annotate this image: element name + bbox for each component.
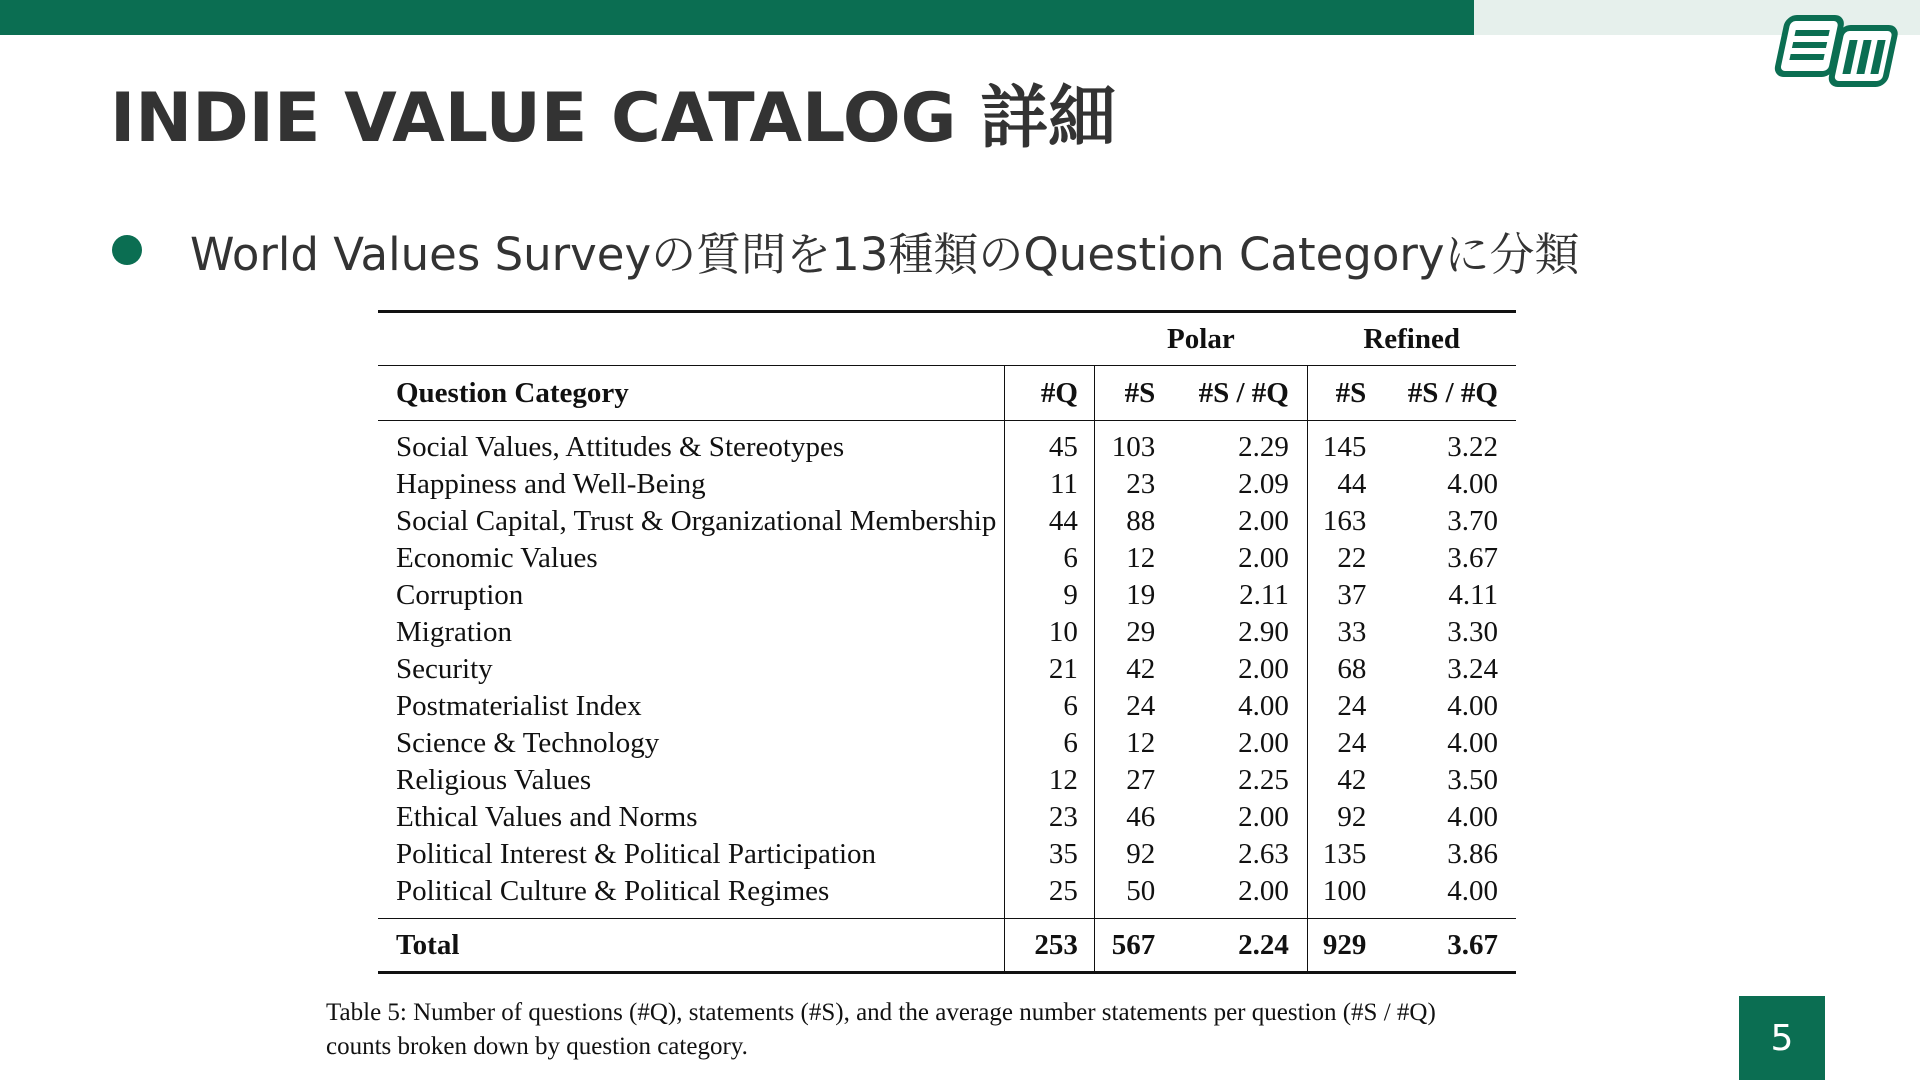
row-refined-statements: 68 xyxy=(1307,651,1384,688)
column-header-polar-statements: #S xyxy=(1094,366,1175,421)
slide-title: INDIE VALUE CATALOG 詳細 xyxy=(110,79,1117,158)
column-header-refined-ratio: #S / #Q xyxy=(1384,366,1516,421)
group-header-refined: Refined xyxy=(1363,322,1460,355)
row-questions: 10 xyxy=(1004,614,1094,651)
table-row xyxy=(378,836,1516,873)
table-caption xyxy=(326,996,1596,1064)
row-polar-ratio: 2.63 xyxy=(1238,838,1289,870)
table-row xyxy=(378,540,1516,577)
row-questions: 21 xyxy=(1004,651,1094,688)
row-questions: 35 xyxy=(1004,836,1094,873)
table-row xyxy=(378,577,1516,614)
row-polar-ratio: 2.29 xyxy=(1238,431,1289,463)
row-polar-statements: 27 xyxy=(1094,762,1175,799)
row-polar-ratio: 4.00 xyxy=(1238,690,1289,722)
row-refined-statements: 92 xyxy=(1307,799,1384,836)
row-polar-statements: 12 xyxy=(1094,540,1175,577)
row-refined-ratio: 4.00 xyxy=(1447,801,1498,833)
table-group-header-row xyxy=(378,312,1516,366)
total-label: Total xyxy=(378,919,1004,973)
bullet-icon xyxy=(112,235,142,265)
row-polar-ratio: 2.00 xyxy=(1238,505,1289,537)
row-refined-statements: 37 xyxy=(1307,577,1384,614)
row-refined-ratio: 4.11 xyxy=(1448,579,1498,611)
row-category: Migration xyxy=(396,616,512,648)
row-polar-statements: 103 xyxy=(1094,421,1175,467)
row-questions: 9 xyxy=(1004,577,1094,614)
category-table xyxy=(378,310,1516,974)
row-refined-statements: 163 xyxy=(1307,503,1384,540)
row-polar-statements: 23 xyxy=(1094,466,1175,503)
row-category: Religious Values xyxy=(396,764,592,796)
table-row xyxy=(378,651,1516,688)
row-refined-ratio: 3.70 xyxy=(1447,505,1498,537)
bullet-item xyxy=(112,220,1580,280)
row-polar-statements: 92 xyxy=(1094,836,1175,873)
row-polar-ratio: 2.11 xyxy=(1239,579,1289,611)
row-refined-statements: 33 xyxy=(1307,614,1384,651)
table-row xyxy=(378,725,1516,762)
row-questions: 6 xyxy=(1004,688,1094,725)
row-questions: 12 xyxy=(1004,762,1094,799)
bullet-text: World Values Surveyの質問を13種類のQuestion Categoryに分類 xyxy=(190,227,1580,281)
row-refined-ratio: 4.00 xyxy=(1447,727,1498,759)
row-polar-statements: 50 xyxy=(1094,873,1175,919)
row-polar-statements: 46 xyxy=(1094,799,1175,836)
row-questions: 11 xyxy=(1004,466,1094,503)
total-questions: 253 xyxy=(1004,919,1094,973)
top-accent-bar xyxy=(0,0,1474,35)
row-refined-ratio: 3.67 xyxy=(1447,542,1498,574)
row-polar-statements: 24 xyxy=(1094,688,1175,725)
row-refined-statements: 24 xyxy=(1307,725,1384,762)
table-row xyxy=(378,799,1516,836)
row-category: Postmaterialist Index xyxy=(396,690,642,722)
table-row xyxy=(378,421,1516,467)
row-questions: 44 xyxy=(1004,503,1094,540)
column-header-refined-statements: #S xyxy=(1307,366,1384,421)
row-refined-ratio: 3.22 xyxy=(1447,431,1498,463)
caption-line-1: Table 5: Number of questions (#Q), statements (#S), and the average number statements per question (#S / #Q) xyxy=(326,999,1436,1026)
row-refined-statements: 135 xyxy=(1307,836,1384,873)
row-category: Political Interest & Political Participation xyxy=(396,838,877,870)
total-refined-statements: 929 xyxy=(1307,919,1384,973)
row-category: Ethical Values and Norms xyxy=(396,801,698,833)
table-header-row xyxy=(378,366,1516,421)
row-refined-statements: 44 xyxy=(1307,466,1384,503)
row-refined-ratio: 3.86 xyxy=(1447,838,1498,870)
row-category: Happiness and Well-Being xyxy=(396,468,706,500)
row-refined-ratio: 4.00 xyxy=(1447,468,1498,500)
row-questions: 25 xyxy=(1004,873,1094,919)
table-row xyxy=(378,466,1516,503)
row-category: Security xyxy=(396,653,493,685)
row-category: Social Capital, Trust & Organizational Membership xyxy=(396,505,997,537)
row-polar-statements: 19 xyxy=(1094,577,1175,614)
row-category: Corruption xyxy=(396,579,524,611)
page-number: 5 xyxy=(1739,996,1825,1080)
row-polar-statements: 88 xyxy=(1094,503,1175,540)
row-refined-ratio: 3.50 xyxy=(1447,764,1498,796)
row-refined-ratio: 3.30 xyxy=(1447,616,1498,648)
table-row xyxy=(378,688,1516,725)
row-refined-statements: 145 xyxy=(1307,421,1384,467)
row-refined-statements: 22 xyxy=(1307,540,1384,577)
row-polar-statements: 42 xyxy=(1094,651,1175,688)
column-header-questions: #Q xyxy=(1004,366,1094,421)
group-header-polar: Polar xyxy=(1167,322,1235,355)
row-category: Political Culture & Political Regimes xyxy=(396,875,830,907)
row-questions: 45 xyxy=(1004,421,1094,467)
row-questions: 6 xyxy=(1004,725,1094,762)
total-refined-ratio: 3.67 xyxy=(1384,919,1516,973)
column-header-category: Question Category xyxy=(378,366,1004,421)
row-questions: 6 xyxy=(1004,540,1094,577)
table-row xyxy=(378,873,1516,919)
row-polar-ratio: 2.00 xyxy=(1238,542,1289,574)
table-row xyxy=(378,614,1516,651)
institution-logo-icon xyxy=(1770,10,1902,92)
row-polar-ratio: 2.00 xyxy=(1238,801,1289,833)
row-polar-ratio: 2.09 xyxy=(1238,468,1289,500)
caption-line-2: counts broken down by question category. xyxy=(326,1033,748,1060)
row-refined-statements: 24 xyxy=(1307,688,1384,725)
row-polar-ratio: 2.00 xyxy=(1238,875,1289,907)
row-polar-statements: 29 xyxy=(1094,614,1175,651)
table-row xyxy=(378,762,1516,799)
column-header-polar-ratio: #S / #Q xyxy=(1175,366,1307,421)
row-refined-statements: 42 xyxy=(1307,762,1384,799)
row-category: Science & Technology xyxy=(396,727,660,759)
row-category: Social Values, Attitudes & Stereotypes xyxy=(396,431,845,463)
row-polar-statements: 12 xyxy=(1094,725,1175,762)
table-total-row xyxy=(378,919,1516,973)
row-questions: 23 xyxy=(1004,799,1094,836)
row-polar-ratio: 2.00 xyxy=(1238,727,1289,759)
row-polar-ratio: 2.90 xyxy=(1238,616,1289,648)
row-refined-ratio: 3.24 xyxy=(1447,653,1498,685)
row-refined-ratio: 4.00 xyxy=(1447,690,1498,722)
row-refined-ratio: 4.00 xyxy=(1447,875,1498,907)
total-polar-ratio: 2.24 xyxy=(1175,919,1307,973)
row-polar-ratio: 2.00 xyxy=(1238,653,1289,685)
table-row xyxy=(378,503,1516,540)
row-refined-statements: 100 xyxy=(1307,873,1384,919)
row-polar-ratio: 2.25 xyxy=(1238,764,1289,796)
total-polar-statements: 567 xyxy=(1094,919,1175,973)
row-category: Economic Values xyxy=(396,542,598,574)
